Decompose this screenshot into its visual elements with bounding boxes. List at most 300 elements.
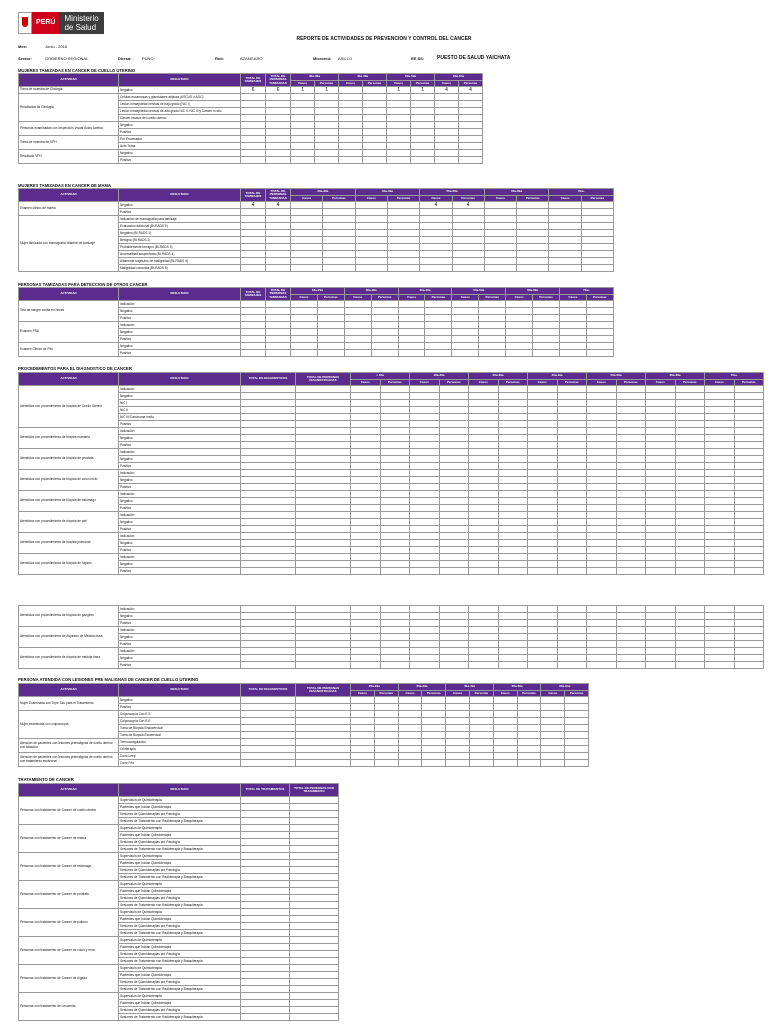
value-cell — [296, 620, 351, 627]
activity-cell: Atención de pacientes con lesiones premalignas de cuello uterino con ablación — [19, 739, 119, 753]
value-cell — [452, 315, 479, 322]
value-cell — [675, 648, 705, 655]
value-cell — [517, 265, 549, 272]
value-cell — [241, 937, 290, 944]
value-cell — [363, 157, 387, 164]
value-cell — [380, 512, 410, 519]
value-cell — [675, 606, 705, 613]
value-cell — [410, 463, 440, 470]
value-cell — [541, 746, 565, 753]
value-cell — [557, 386, 587, 393]
table-row — [19, 407, 764, 414]
value-cell — [387, 258, 419, 265]
value-cell — [557, 648, 587, 655]
value-cell — [469, 435, 499, 442]
value-cell — [587, 568, 617, 575]
col-header-casos: Casos — [452, 294, 479, 301]
logo-ministry-line2: de Salud — [64, 23, 97, 32]
value-cell — [587, 470, 617, 477]
value-cell — [290, 832, 339, 839]
value-cell — [734, 554, 764, 561]
value-cell — [296, 547, 351, 554]
value-cell — [675, 421, 705, 428]
value-cell — [675, 627, 705, 634]
value-cell — [498, 613, 528, 620]
value-cell — [398, 704, 422, 711]
value-cell — [517, 202, 549, 209]
value-cell — [616, 491, 646, 498]
value-cell — [374, 725, 398, 732]
value-cell — [410, 547, 440, 554]
value-cell — [241, 867, 290, 874]
value-cell — [241, 1007, 290, 1014]
value-cell — [469, 540, 499, 547]
value-cell — [363, 115, 387, 122]
col-header-total_diag: TOTAL DE DIAGNOSTICOS — [241, 684, 296, 697]
col-header-casos: Casos — [528, 379, 558, 386]
activity-cell: Atendidos con procedimiento de Aspirado de Médula ósea — [19, 627, 119, 648]
value-cell — [290, 853, 339, 860]
value-cell: 4 — [452, 202, 484, 209]
value-cell — [422, 746, 446, 753]
col-header-resultado: RESULTADO — [119, 189, 241, 202]
table-row — [19, 414, 764, 421]
value-cell — [565, 704, 589, 711]
value-cell — [705, 393, 735, 400]
value-cell — [410, 568, 440, 575]
value-cell — [587, 400, 617, 407]
result-cell: Positivo — [119, 662, 241, 669]
col-header-age-group: 30a-39a — [291, 74, 339, 81]
value-cell — [241, 895, 290, 902]
result-cell: Sesiones de Quimioterapias por Patología — [119, 979, 241, 986]
value-cell — [435, 122, 459, 129]
value-cell — [290, 951, 339, 958]
value-cell — [410, 435, 440, 442]
value-cell — [528, 414, 558, 421]
value-cell — [241, 648, 296, 655]
value-cell — [586, 343, 613, 350]
value-cell — [734, 519, 764, 526]
value-cell — [734, 568, 764, 575]
value-cell — [344, 308, 371, 315]
value-cell — [493, 711, 517, 718]
value-cell — [266, 308, 291, 315]
value-cell — [452, 230, 484, 237]
col-header-casos: Casos — [351, 379, 381, 386]
value-cell — [290, 804, 339, 811]
value-cell — [420, 216, 452, 223]
result-cell: Positivo — [119, 421, 241, 428]
value-cell — [291, 223, 323, 230]
value-cell — [646, 634, 676, 641]
value-cell — [646, 662, 676, 669]
value-cell — [616, 498, 646, 505]
value-cell — [646, 561, 676, 568]
value-cell — [439, 512, 469, 519]
value-cell — [705, 407, 735, 414]
value-cell — [371, 315, 398, 322]
value-cell — [387, 251, 419, 258]
value-cell — [675, 498, 705, 505]
value-cell — [290, 937, 339, 944]
value-cell — [422, 760, 446, 767]
value-cell — [241, 421, 296, 428]
value-cell — [355, 216, 387, 223]
value-cell — [422, 753, 446, 760]
value-cell — [469, 561, 499, 568]
value-cell — [241, 157, 266, 164]
col-header-casos: Casos — [506, 294, 533, 301]
col-header-age-group: 60a-69a — [484, 189, 549, 196]
result-cell: Crioterapia — [119, 746, 241, 753]
value-cell — [317, 329, 344, 336]
value-cell — [506, 301, 533, 308]
value-cell — [541, 697, 565, 704]
value-cell — [380, 533, 410, 540]
col-header-casos: Casos — [705, 379, 735, 386]
value-cell — [266, 251, 291, 258]
value-cell — [734, 428, 764, 435]
value-cell — [241, 122, 266, 129]
value-cell — [616, 554, 646, 561]
activity-cell: Examen Clinico de Piel — [19, 343, 119, 357]
value-cell — [549, 251, 581, 258]
table-row — [19, 94, 483, 101]
result-cell: Indicación de mamografía para tamizaje — [119, 216, 241, 223]
value-cell — [241, 115, 266, 122]
value-cell — [616, 470, 646, 477]
value-cell — [616, 540, 646, 547]
mes-label: Mes: — [18, 44, 28, 49]
value-cell — [380, 554, 410, 561]
value-cell — [266, 244, 291, 251]
value-cell — [317, 301, 344, 308]
value-cell — [323, 251, 355, 258]
value-cell — [541, 753, 565, 760]
value-cell: 4 — [459, 87, 483, 94]
value-cell — [411, 115, 435, 122]
value-cell — [380, 568, 410, 575]
value-cell — [705, 505, 735, 512]
value-cell — [446, 760, 470, 767]
result-cell: Toma de Biopsia Endocervical — [119, 725, 241, 732]
value-cell — [533, 308, 560, 315]
activity-cell: Atendidos con procedimiento de biopsia de hígado — [19, 554, 119, 575]
value-cell — [241, 101, 266, 108]
value-cell — [323, 258, 355, 265]
value-cell — [734, 512, 764, 519]
value-cell — [290, 923, 339, 930]
value-cell — [296, 505, 351, 512]
value-cell — [469, 568, 499, 575]
value-cell — [351, 732, 375, 739]
col-header-total-pers-trat: TOTAL DE PERSONAS CON TRATAMIENTO — [290, 784, 339, 797]
ee-value: PUESTO DE SALUD YAICHATA — [437, 55, 511, 61]
value-cell — [291, 265, 323, 272]
value-cell — [351, 746, 375, 753]
value-cell — [439, 470, 469, 477]
value-cell — [646, 568, 676, 575]
value-cell — [734, 442, 764, 449]
value-cell — [241, 301, 266, 308]
result-cell: Cono Frio — [119, 760, 241, 767]
activity-cell: Test de sangre oculta en heces — [19, 301, 119, 322]
value-cell — [296, 456, 351, 463]
value-cell — [646, 400, 676, 407]
result-cell: Positivo — [119, 641, 241, 648]
value-cell — [380, 641, 410, 648]
value-cell — [498, 662, 528, 669]
value-cell — [616, 414, 646, 421]
result-cell: Indicación — [119, 449, 241, 456]
result-cell: Supervisión de Quimioterapia — [119, 937, 241, 944]
table-row — [19, 456, 764, 463]
value-cell — [469, 519, 499, 526]
value-cell — [425, 301, 452, 308]
value-cell — [351, 407, 381, 414]
value-cell — [541, 732, 565, 739]
value-cell — [498, 655, 528, 662]
table-row — [19, 965, 339, 972]
value-cell — [355, 202, 387, 209]
value-cell — [241, 874, 290, 881]
result-cell: Supervisión de Quimioterapia — [119, 881, 241, 888]
value-cell — [705, 613, 735, 620]
value-cell — [374, 739, 398, 746]
value-cell — [410, 421, 440, 428]
activity-cell: Atendidos con procedimiento de biopsia de médula ósea — [19, 648, 119, 669]
value-cell — [616, 407, 646, 414]
value-cell — [241, 230, 266, 237]
value-cell — [351, 498, 381, 505]
col-header-casos: Casos — [587, 379, 617, 386]
value-cell — [435, 150, 459, 157]
value-cell — [517, 725, 541, 732]
value-cell — [290, 916, 339, 923]
value-cell — [296, 400, 351, 407]
value-cell — [241, 265, 266, 272]
value-cell — [498, 620, 528, 627]
value-cell — [290, 874, 339, 881]
value-cell — [371, 350, 398, 357]
value-cell — [351, 526, 381, 533]
value-cell — [452, 336, 479, 343]
value-cell — [241, 797, 290, 804]
value-cell — [587, 627, 617, 634]
col-header-personas: Personas — [425, 294, 452, 301]
value-cell — [290, 1000, 339, 1007]
value-cell — [675, 484, 705, 491]
value-cell — [317, 343, 344, 350]
value-cell — [439, 606, 469, 613]
value-cell — [241, 223, 266, 230]
value-cell — [498, 435, 528, 442]
value-cell — [291, 94, 315, 101]
value-cell — [646, 648, 676, 655]
value-cell — [323, 265, 355, 272]
value-cell — [479, 343, 506, 350]
value-cell — [351, 470, 381, 477]
value-cell — [411, 150, 435, 157]
value-cell — [241, 568, 296, 575]
value-cell — [241, 519, 296, 526]
value-cell — [587, 491, 617, 498]
value-cell — [398, 343, 425, 350]
result-cell: Positivo — [119, 350, 241, 357]
value-cell — [587, 484, 617, 491]
result-cell: Pacientes que Inician Quimioterapia — [119, 916, 241, 923]
value-cell — [498, 407, 528, 414]
result-cell: Cancer invasor del cuello uterino — [119, 115, 241, 122]
value-cell — [587, 421, 617, 428]
value-cell — [266, 265, 291, 272]
result-cell: Malignidad conocida (BI-RADS 6) — [119, 265, 241, 272]
value-cell — [557, 512, 587, 519]
col-header-age-group: 60a-64a — [435, 74, 483, 81]
result-cell: Supervisión de Quimioterapia — [119, 993, 241, 1000]
value-cell — [646, 627, 676, 634]
value-cell — [296, 704, 351, 711]
result-cell: Indicación — [119, 322, 241, 329]
value-cell — [557, 606, 587, 613]
col-header-casos: Casos — [446, 690, 470, 697]
table-row — [19, 470, 764, 477]
value-cell — [557, 435, 587, 442]
value-cell — [351, 400, 381, 407]
value-cell — [351, 725, 375, 732]
value-cell — [290, 860, 339, 867]
value-cell — [266, 223, 291, 230]
result-cell: Positivo — [119, 704, 241, 711]
value-cell — [479, 315, 506, 322]
value-cell — [705, 477, 735, 484]
value-cell — [734, 620, 764, 627]
table-row — [19, 87, 483, 94]
value-cell — [266, 136, 291, 143]
value-cell — [705, 606, 735, 613]
result-cell: Positivo — [119, 315, 241, 322]
value-cell — [587, 655, 617, 662]
activity-cell: Personas con tratamiento de Cancer de hígado — [19, 965, 119, 993]
value-cell — [241, 498, 296, 505]
value-cell — [446, 753, 470, 760]
value-cell — [290, 944, 339, 951]
value-cell — [315, 157, 339, 164]
value-cell — [291, 251, 323, 258]
value-cell — [734, 435, 764, 442]
value-cell — [351, 505, 381, 512]
value-cell — [241, 697, 296, 704]
value-cell — [675, 407, 705, 414]
activity-cell: Personas con tratamiento de Cancer de colon y recto — [19, 937, 119, 965]
result-cell: Positivo — [119, 620, 241, 627]
value-cell — [351, 704, 375, 711]
value-cell — [410, 512, 440, 519]
value-cell — [241, 400, 296, 407]
value-cell — [351, 484, 381, 491]
value-cell — [484, 209, 516, 216]
otros-table — [18, 287, 614, 357]
value-cell — [351, 655, 381, 662]
result-cell: Positivo — [119, 157, 241, 164]
value-cell — [398, 711, 422, 718]
value-cell — [380, 613, 410, 620]
col-header-age-group: 30a-39a — [344, 288, 398, 295]
result-cell: NIC II — [119, 407, 241, 414]
value-cell — [646, 547, 676, 554]
value-cell — [315, 94, 339, 101]
value-cell — [675, 428, 705, 435]
value-cell — [290, 986, 339, 993]
col-header-personas: Personas — [317, 294, 344, 301]
value-cell — [493, 746, 517, 753]
value-cell — [528, 641, 558, 648]
col-header-age-group: 60a-64a — [541, 684, 589, 691]
value-cell — [646, 519, 676, 526]
result-cell: Positivo — [119, 463, 241, 470]
value-cell — [705, 421, 735, 428]
activity-cell: Atendidos con procedimiento de biopsia de colon recto — [19, 470, 119, 491]
value-cell — [422, 704, 446, 711]
col-header-casos: Casos — [398, 690, 422, 697]
value-cell — [266, 157, 291, 164]
value-cell — [587, 606, 617, 613]
value-cell — [528, 428, 558, 435]
value-cell — [315, 122, 339, 129]
value-cell — [646, 484, 676, 491]
value-cell — [439, 449, 469, 456]
value-cell — [241, 1014, 290, 1021]
value-cell — [498, 634, 528, 641]
value-cell — [533, 322, 560, 329]
value-cell — [290, 965, 339, 972]
col-header-total_personas: TOTAL DE PERSONAS TAMIZADAS — [266, 74, 291, 87]
value-cell — [528, 470, 558, 477]
value-cell — [528, 505, 558, 512]
value-cell — [734, 477, 764, 484]
value-cell — [241, 923, 290, 930]
value-cell — [420, 209, 452, 216]
value-cell — [296, 568, 351, 575]
value-cell — [387, 230, 419, 237]
result-cell: Celulas escamosas y glandulares atipicas (ASCUS o AGC) — [119, 94, 241, 101]
value-cell — [380, 648, 410, 655]
value-cell — [380, 540, 410, 547]
result-cell: Negativo — [119, 343, 241, 350]
value-cell — [398, 322, 425, 329]
result-cell: Indicación — [119, 301, 241, 308]
value-cell — [528, 620, 558, 627]
value-cell — [498, 561, 528, 568]
value-cell — [439, 498, 469, 505]
table-row — [19, 662, 764, 669]
value-cell — [705, 484, 735, 491]
activity-cell: Mujer examinada con colposcopía — [19, 711, 119, 739]
value-cell — [469, 421, 499, 428]
value-cell — [498, 477, 528, 484]
value-cell — [559, 301, 586, 308]
value-cell — [446, 697, 470, 704]
value-cell — [410, 519, 440, 526]
value-cell — [351, 760, 375, 767]
value-cell — [296, 484, 351, 491]
value-cell — [422, 711, 446, 718]
result-cell: Indicación — [119, 533, 241, 540]
value-cell — [646, 463, 676, 470]
value-cell — [296, 753, 351, 760]
col-header-actividad: ACTIVIDAD — [19, 189, 119, 202]
